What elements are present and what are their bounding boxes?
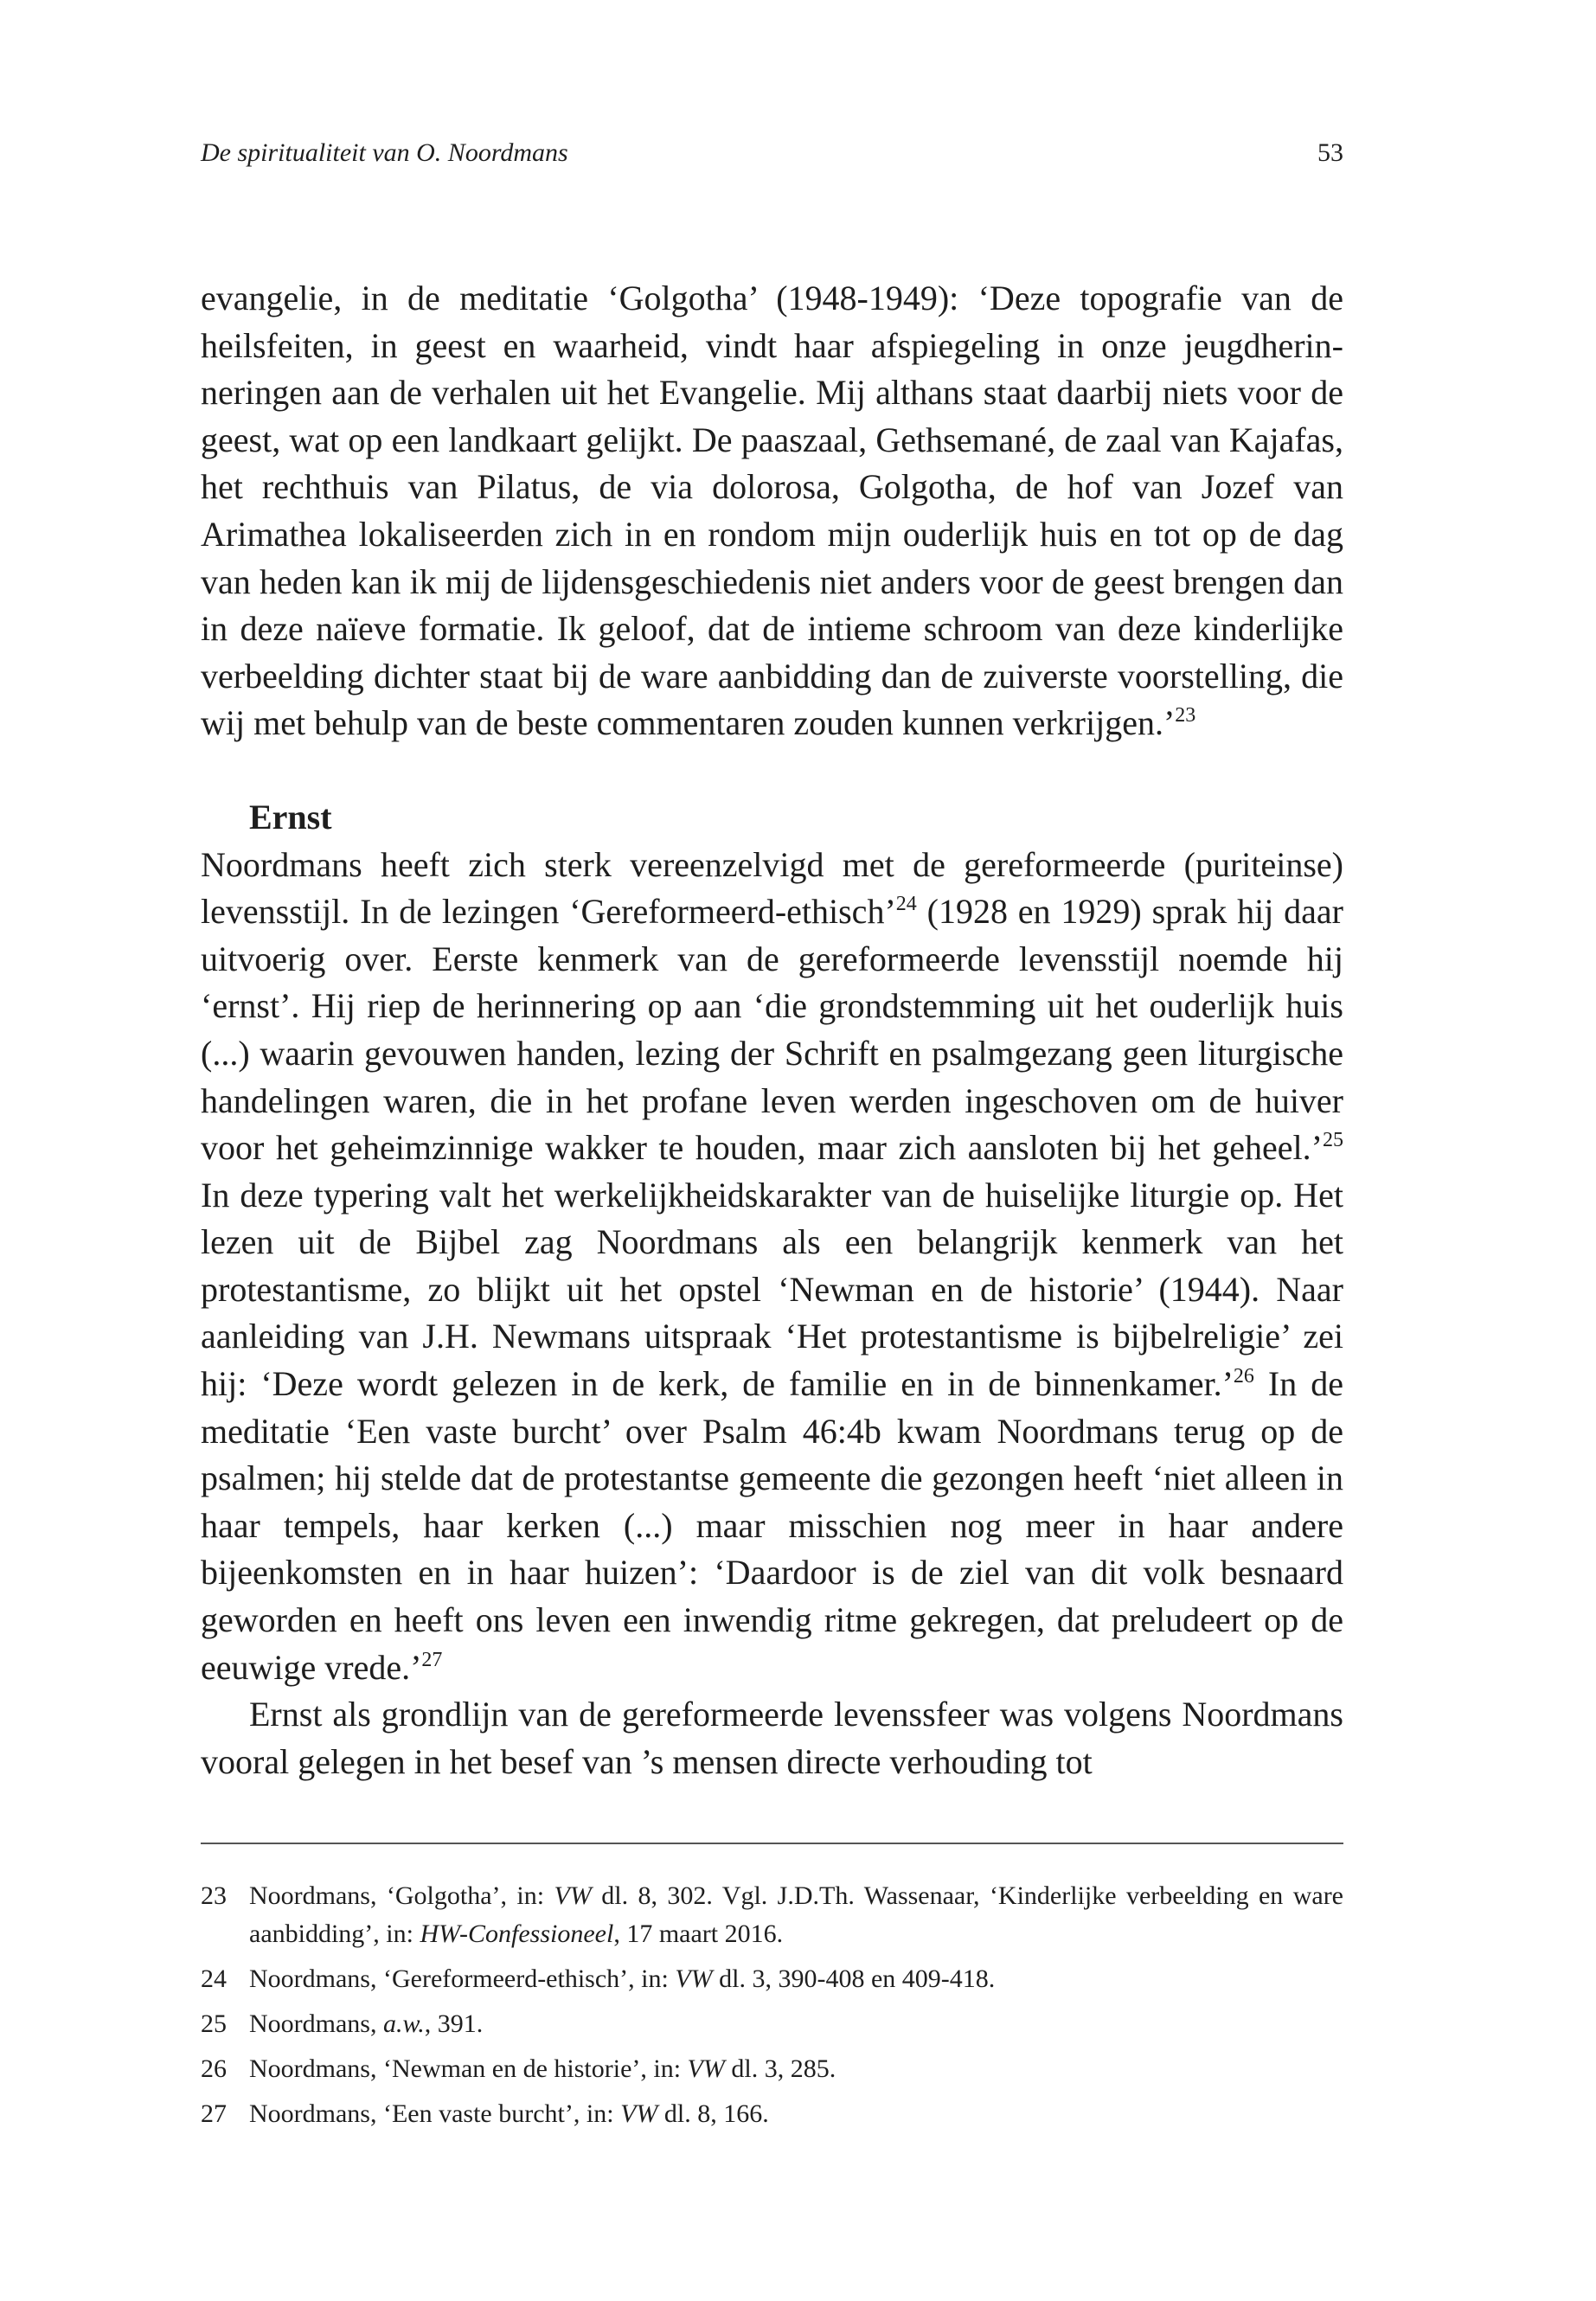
footnote-text: dl. 3, 390-408 en 409-418. (712, 1965, 996, 1993)
footnote-ref-25: 25 (1323, 1129, 1343, 1152)
footnote-text: dl. 8, 302. Vgl. J.D.Th. Wassenaar, ‘Kinderlijke verbeelding en ware aanbidding’, in: (249, 1881, 1343, 1948)
footnote-text: Noordmans, (249, 2009, 383, 2038)
paragraph-2-seg-1: Noordmans heeft zich sterk vereenzelvigd met de gereformeerde (puriteinse) levensstijl. In de lezingen ‘Gereformeerd-ethisch’ (201, 844, 1343, 932)
running-title: De spiritualiteit van O. Noordmans (201, 138, 568, 167)
footnote-text: Noordmans, ‘Gereformeerd-ethisch’, in: (249, 1965, 676, 1993)
footnote-text: , 391. (424, 2009, 484, 2038)
footnote-divider (201, 1843, 1343, 1844)
footnotes (201, 1877, 1343, 2140)
footnote-25 (201, 2005, 1343, 2043)
footnote-number: 24 (201, 1965, 227, 1993)
footnote-italic: VW (675, 1965, 713, 1993)
footnote-text: dl. 8, 166. (657, 2099, 769, 2128)
paragraph-3: Ernst als grondlijn van de gereformeerde levenssfeer was volgens Noordmans vooral gelegen in het besef van ’s mensen directe verhouding tot (201, 1695, 1343, 1781)
footnote-26 (201, 2050, 1343, 2088)
paragraph-2 (201, 842, 1343, 1692)
footnote-text: Noordmans, ‘Golgotha’, in: (249, 1881, 554, 1910)
footnote-27 (201, 2095, 1343, 2133)
footnote-ref-24: 24 (895, 893, 917, 916)
footnote-italic: HW-Confessioneel (420, 1920, 614, 1948)
footnote-number: 26 (201, 2054, 227, 2083)
footnote-italic: VW (620, 2099, 658, 2128)
paragraph-2-seg-2: (1928 en 1929) sprak hij daar uitvoerig over. Eerste kenmerk van de gereformeerde levensstijl noemde hij ‘ernst’. Hij riep de herinnering op aan ‘die grondstemming uit het ouderlijk huis (...) waarin gevouwen handen, lezing der Schrift en psalmgezang geen liturgische handelingen waren, die in het profane leven werden ingeschoven om de huiver voor het geheimzinnige wakker te houden, maar zich aansloten bij het geheel.’ (201, 892, 1344, 1168)
footnote-text: dl. 3, 285. (724, 2054, 836, 2083)
footnote-23 (201, 1877, 1343, 1953)
footnote-ref-23: 23 (1175, 704, 1196, 727)
footnote-number: 23 (201, 1881, 227, 1910)
footnote-ref-27: 27 (421, 1648, 443, 1671)
paragraph-2-seg-4: In de meditatie ‘Een vaste burcht’ over Psalm 46:4b kwam Noordmans terug op de psalmen; hij stelde dat de protestantse gemeente die gezongen heeft ‘niet alleen in haar tempels, haar kerken (...) maar misschien nog meer in haar andere bijeenkomsten en in haar huizen’: ‘Daardoor is de ziel van dit volk besnaard geworden en heeft ons leven een inwendig ritme gekregen, dat preludeert op de eeuwige vrede.’ (201, 1364, 1344, 1687)
body-text (201, 275, 1343, 1785)
footnote-24 (201, 1960, 1343, 1998)
footnote-ref-26: 26 (1233, 1365, 1254, 1388)
paragraph-1-text: evangelie, in de meditatie ‘Golgotha’ (1948-1949): ‘Deze topografie van de heilsfeiten, in geest en waarheid, vindt haar afspiegeling in onze jeugdherinneringen aan de verhalen uit het Evangelie. Mij althans staat daarbij niets voor de geest, wat op een landkaart gelijkt. De paaszaal, Gethsemané, de zaal van Kajafas, het rechthuis van Pilatus, de via dolorosa, Golgotha, de hof van Jozef van Arimathea lokaliseerden zich in en rondom mijn ouderlijk huis en tot op de dag van heden kan ik mij de lijdensgeschiedenis niet anders voor de geest brengen dan in deze naïeve formatie. Ik geloof, dat de intieme schroom van deze kinderlijke verbeelding dichter staat bij de ware aanbidding dan de zuiverste voorstelling, die wij met behulp van de beste commentaren zouden kunnen verkrijgen.’ (201, 279, 1343, 743)
footnote-italic: VW (687, 2054, 725, 2083)
paragraph-1 (201, 275, 1343, 747)
section-heading: Ernst (249, 797, 332, 836)
footnote-italic: VW (554, 1881, 592, 1910)
footnote-text: , 17 maart 2016. (613, 1920, 784, 1948)
footnote-text: Noordmans, ‘Newman en de historie’, in: (249, 2054, 688, 2083)
footnote-number: 27 (201, 2099, 227, 2128)
footnote-number: 25 (201, 2009, 227, 2038)
running-head (201, 138, 1343, 176)
footnote-text: Noordmans, ‘Een vaste burcht’, in: (249, 2099, 621, 2128)
page-number: 53 (1317, 138, 1343, 167)
footnote-italic: a.w. (382, 2009, 425, 2038)
paragraph-2-seg-3: In deze typering valt het werkelijkheidskarakter van de huiselijke liturgie op. Het lezen uit de Bijbel zag Noordmans als een belangrijk kenmerk van het protestantisme, zo blijkt uit het opstel ‘Newman en de historie’ (1944). Naar aanleiding van J.H. Newmans uitspraak ‘Het protestantisme is bijbelreligie’ zei hij: ‘Deze wordt gelezen in de kerk, de familie en in de binnenkamer.’ (201, 1175, 1343, 1404)
